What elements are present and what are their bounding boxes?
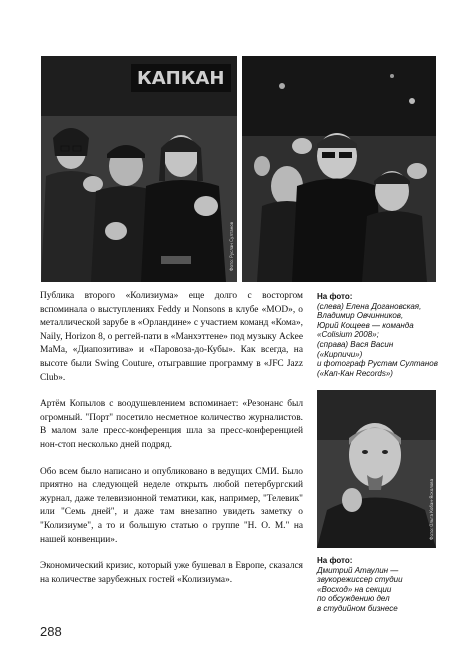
caption-line: Юрий Кощеев — команда [317, 320, 414, 330]
group-photo-left [41, 56, 237, 282]
page-number: 288 [40, 624, 62, 639]
caption-line: (справа) Вася Васин [317, 339, 394, 349]
photo-left-image [41, 56, 237, 282]
svg-text:КАПКАН: КАПКАН [137, 68, 225, 89]
photo-credit-left: Фото: Руслан Султанов [229, 221, 234, 271]
portrait-photo [317, 390, 436, 548]
paragraph: Обо всем было написано и опубликовано в ведущих СМИ. Было приятно на следующей неделе открыть любой петербургский журнал, даже телевизионной тематики, как, например, "Телевик" или "Семь дней", и даже там внезапно увидеть заметку о "Колизиуме", а то и большую статью о группе "Н. О. М." на нашей конвенции». [40, 466, 303, 545]
paragraph: Артём Копылов с воодушевлением вспоминает: «Резонанс был огромный. "Порт" посетило несметное количество журналистов. В малом зале пресс-конференция шла за пресс-конференцией нон-стоп несколько дней подряд. [40, 399, 303, 450]
caption-line: («Кап-Кан Records») [317, 368, 393, 378]
caption-line: («Кирпичи») [317, 349, 363, 359]
photo-caption-top [317, 292, 442, 378]
caption-line: «Colisium 2008»; [317, 330, 379, 340]
caption-line: звукорежиссер студии [317, 575, 403, 585]
paragraph: Экономический кризис, который уже бушевал в Европе, сказался на количестве зарубежных гостей «Колизиума». [40, 561, 303, 585]
caption-title: На фото: [317, 556, 353, 565]
caption-line: в студийном бизнесе [317, 603, 398, 613]
main-article-text [40, 290, 303, 600]
caption-title: На фото: [317, 292, 353, 301]
group-photo-right [242, 56, 436, 282]
caption-line: Владимир Овчинников, [317, 311, 404, 321]
portrait-photo-image [317, 390, 436, 548]
photo-right-image [242, 56, 436, 282]
photo-credit-portrait: Фото: Ольга Кобан-Ясколова [429, 478, 434, 540]
caption-line: по обсуждению дел [317, 594, 390, 604]
caption-line: Дмитрий Атаулин — [317, 565, 399, 575]
caption-line: (слева) Елена Догановская, [317, 301, 422, 311]
caption-line: «Восход» на секции [317, 584, 392, 594]
caption-line: и фотограф Рустам Султанов [317, 359, 438, 369]
paragraph: Публика второго «Колизиума» еще долго с восторгом вспоминала о выступлениях Feddy и Nonsons в клубе «MOD», о металлической зарубе в «Орландине» с участием команд «Кома», Naily, Horizon 8, о реггей-пати в «Манхэттене» под музыку Ackee MaMa, «Диапозитива» и «Паровоза-до-Кубы». Как всегда, на высоте были Swing Couture, отыгравшие программу в «JFC Jazz Club». [40, 291, 303, 383]
photo-caption-bottom [317, 556, 442, 614]
